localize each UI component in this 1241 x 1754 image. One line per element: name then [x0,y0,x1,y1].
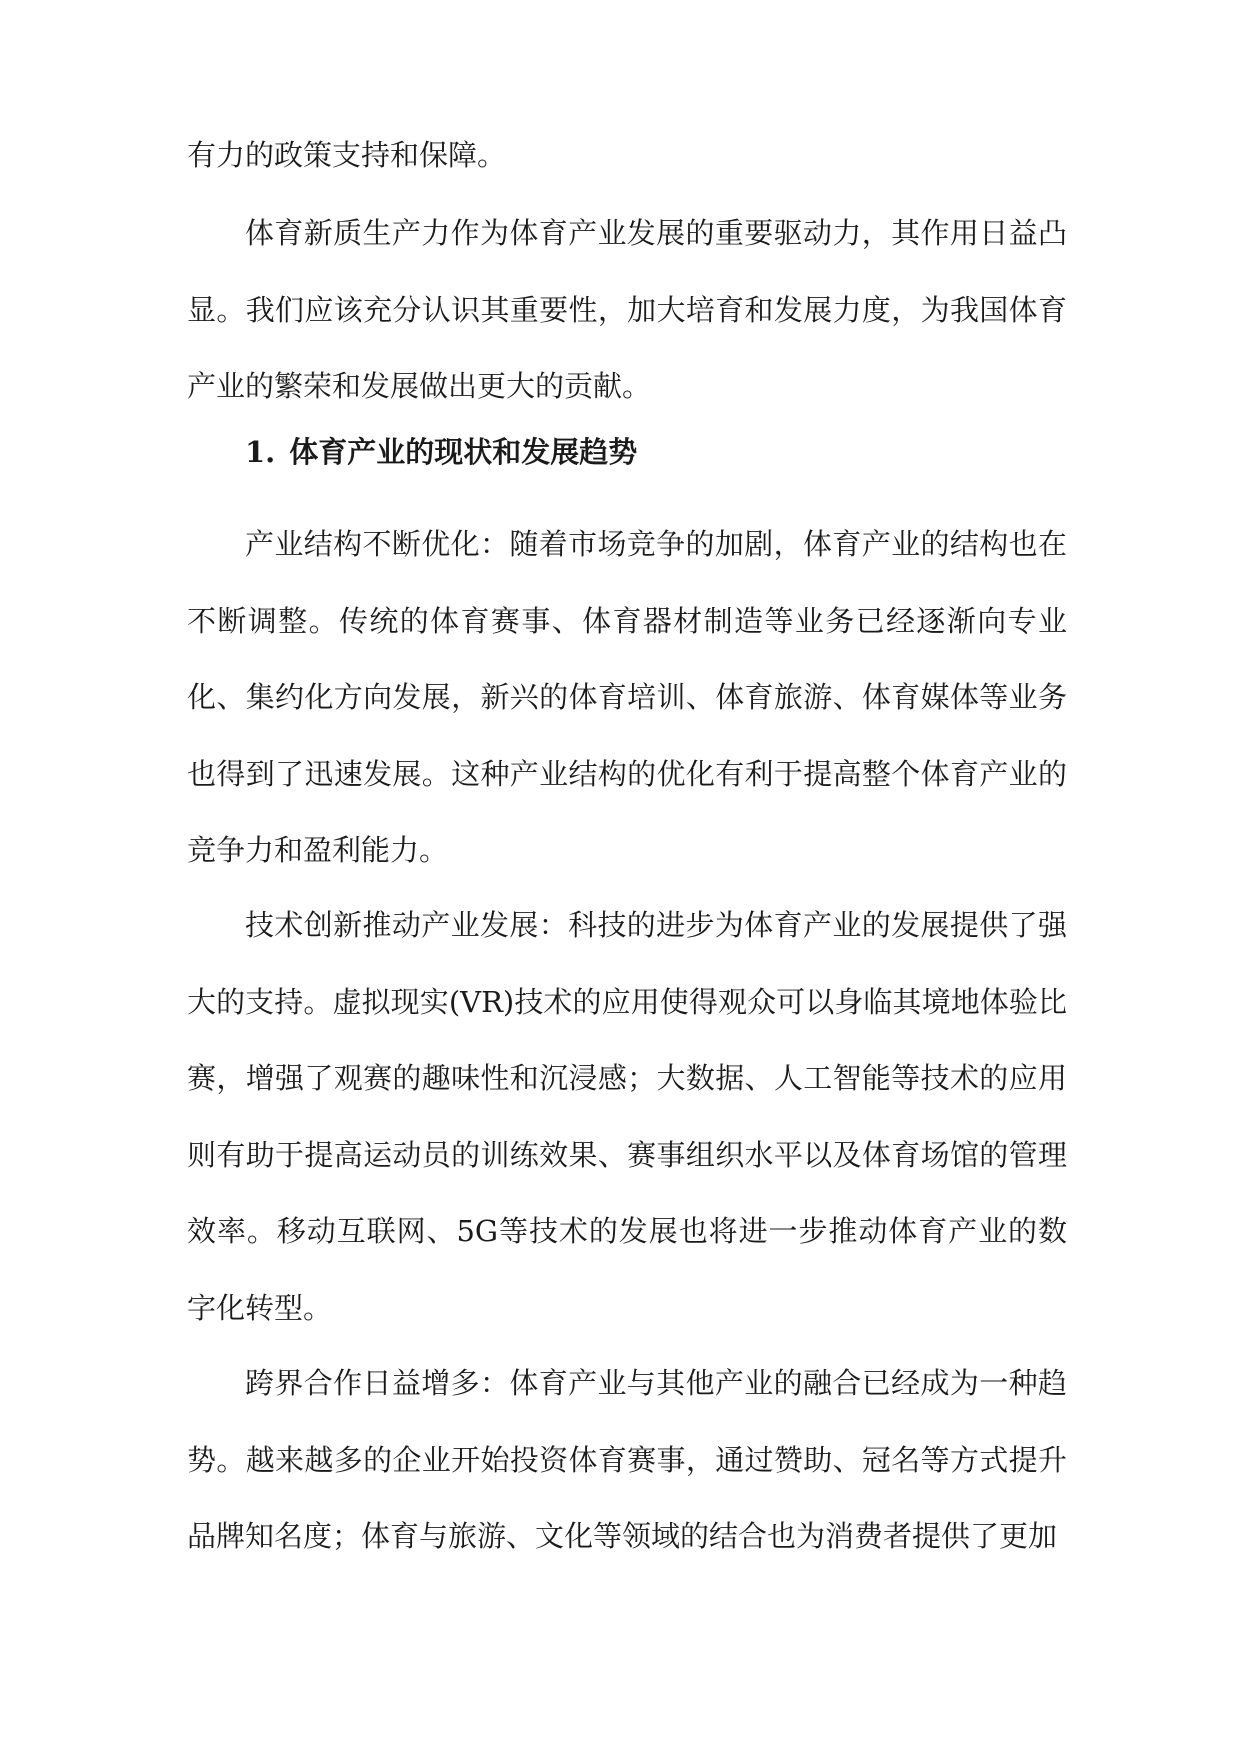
paragraph-tech-innovation: 技术创新推动产业发展：科技的进步为体育产业的发展提供了强大的支持。虚拟现实(VR)技术的应用使得观众可以身临其境地体验比赛，增强了观赛的趣味性和沉浸感；大数据、人工智能等技术的应用则有助于提高运动员的训练效果、赛事组织水平以及体育场馆的管理效率。移动互联网、5G等技术的发展也将进一步推动体育产业的数字化转型。 [187,908,1067,1325]
paragraph-new-productivity: 体育新质生产力作为体育产业发展的重要驱动力，其作用日益凸显。我们应该充分认识其重要性，加大培育和发展力度，为我国体育产业的繁荣和发展做出更大的贡献。 [187,216,1067,403]
paragraph-continuation: 有力的政策支持和保障。 [187,138,507,172]
section-title: 体育产业的现状和发展趋势 [289,435,638,469]
paragraph-cross-sector: 跨界合作日益增多：体育产业与其他产业的融合已经成为一种趋势。越来越多的企业开始投资体育赛事，通过赞助、冠名等方式提升品牌知名度；体育与旅游、文化等领域的结合也为消费者提供了更加 [187,1366,1067,1553]
paragraph-industry-structure: 产业结构不断优化：随着市场竞争的加剧，体育产业的结构也在不断调整。传统的体育赛事、体育器材制造等业务已经逐渐向专业化、集约化方向发展，新兴的体育培训、体育旅游、体育媒体等业务也得到了迅速发展。这种产业结构的优化有利于提高整个体育产业的竞争力和盈利能力。 [187,527,1067,867]
section-number: 1. [245,435,276,469]
section-heading [245,432,637,472]
